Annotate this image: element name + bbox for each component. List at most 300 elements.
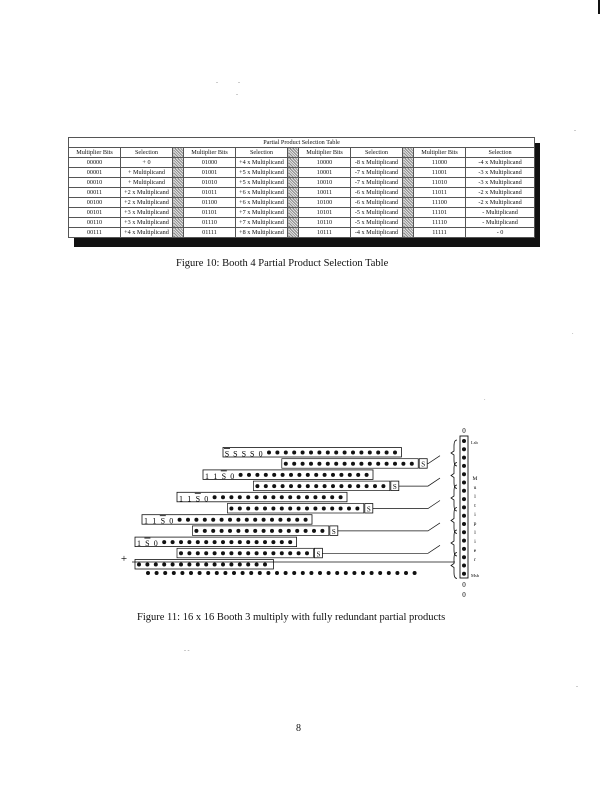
multiplier-bits-cell: 00111: [69, 228, 121, 238]
multiplier-bits-cell: 00101: [69, 208, 121, 218]
selection-cell: +5 x Multiplicand: [236, 178, 288, 188]
page-edge-mark: [598, 0, 600, 14]
multiplier-bit-dot: [462, 497, 466, 501]
column-header: Multiplier Bits: [414, 148, 466, 158]
selection-cell: -4 x Multiplicand: [466, 158, 535, 168]
table-header-row: [69, 148, 535, 158]
multiplier-label-letter: r: [474, 557, 476, 563]
partial-product-bit-dot: [246, 495, 250, 499]
multiplier-bits-cell: 10000: [299, 158, 351, 168]
partial-product-bit-dot: [264, 473, 268, 477]
column-separator: [173, 168, 184, 178]
redundant-bit-dot: [348, 484, 352, 488]
column-separator: [288, 228, 299, 238]
table-body: [69, 158, 535, 238]
column-separator: [173, 228, 184, 238]
redundant-bit-dot: [263, 551, 267, 555]
selection-cell: + 0: [121, 158, 173, 168]
partial-product-box: [177, 492, 347, 502]
partial-product-table-figure: [68, 137, 540, 241]
redundant-bit-dot: [309, 462, 313, 466]
multiplier-group-brace: [451, 553, 457, 579]
multiplier-bits-cell: 10011: [299, 188, 351, 198]
redundant-bit-dot: [264, 484, 268, 488]
partial-product-bit-dot: [376, 451, 380, 455]
result-bit-dot: [223, 571, 227, 575]
multiplier-bits-cell: 01101: [184, 208, 236, 218]
redundant-bit-dot: [359, 462, 363, 466]
selection-cell: +3 x Multiplicand: [121, 218, 173, 228]
redundant-bit-dot: [255, 507, 259, 511]
redundant-bit-dot: [272, 484, 276, 488]
column-separator: [403, 198, 414, 208]
partial-product-bit-dot: [306, 473, 310, 477]
multiplier-bits-cell: 00001: [69, 168, 121, 178]
prefix-digit: 0: [153, 539, 158, 549]
prefix-digit: 1: [144, 516, 148, 526]
multiplier-bits-cell: 11110: [414, 218, 466, 228]
multiplier-bit-dot: [462, 439, 466, 443]
multiplier-bit-dot: [462, 456, 466, 460]
redundant-bit-dot: [320, 529, 324, 533]
partial-product-bit-dot: [246, 540, 250, 544]
redundant-bit-dot: [278, 529, 282, 533]
result-bit-dot: [249, 571, 253, 575]
prefix-digit: 1: [152, 516, 157, 526]
multiplier-bits-cell: 00010: [69, 178, 121, 188]
prefix-digit: 1: [187, 494, 192, 504]
partial-product-bit-dot: [289, 473, 293, 477]
redundant-bit-dot: [297, 507, 301, 511]
redundant-bit-dot: [356, 484, 360, 488]
redundant-bit-dot: [326, 462, 330, 466]
result-bit-dot: [198, 571, 202, 575]
partial-product-bit-dot: [309, 451, 313, 455]
multiplier-bits-cell: 00110: [69, 218, 121, 228]
selection-cell: -4 x Multiplicand: [351, 228, 403, 238]
partial-product-bit-dot: [263, 540, 267, 544]
result-bit-dot: [275, 571, 279, 575]
column-separator: [288, 188, 299, 198]
partial-product-bit-dot: [280, 495, 284, 499]
multiplier-bits-cell: 01011: [184, 188, 236, 198]
redundant-bit-dot: [287, 529, 291, 533]
redundant-bit-dot: [289, 484, 293, 488]
prefix-digit: 0: [204, 494, 209, 504]
partial-product-bit-dot: [305, 495, 309, 499]
redundant-bit-dot: [203, 529, 207, 533]
redundant-bit-dot: [304, 529, 308, 533]
selection-cell: +5 x Multiplicand: [236, 168, 288, 178]
partial-product-bit-dot: [238, 495, 242, 499]
multiplier-bits-cell: 01110: [184, 218, 236, 228]
partial-product-bit-dot: [229, 563, 233, 567]
table-row: [69, 168, 535, 178]
partial-product-bit-dot: [221, 563, 225, 567]
column-separator: [288, 178, 299, 188]
redundant-bit-dot: [323, 484, 327, 488]
multiplier-label-letter: p: [473, 521, 477, 527]
partial-product-bit-dot: [267, 451, 271, 455]
result-bit-dot: [335, 571, 339, 575]
column-separator: [288, 208, 299, 218]
redundant-bit-dot: [179, 551, 183, 555]
partial-product-bit-dot: [393, 451, 397, 455]
column-separator: [173, 208, 184, 218]
partial-product-bit-dot: [171, 540, 175, 544]
prefix-digit: S: [221, 471, 227, 481]
redundant-bit-dot: [330, 507, 334, 511]
redundant-bit-dot: [305, 551, 309, 555]
result-bit-dot: [378, 571, 382, 575]
redundant-bit-dot: [339, 507, 343, 511]
redundant-bit-dot: [280, 507, 284, 511]
partial-product-bit-dot: [262, 518, 266, 522]
multiplier-bits-cell: 11011: [414, 188, 466, 198]
partial-product-bit-dot: [271, 495, 275, 499]
partial-product-bit-dot: [213, 540, 217, 544]
selection-cell: +4 x Multiplicand: [121, 228, 173, 238]
partial-product-bit-dot: [359, 451, 363, 455]
multiplier-bits-cell: 11010: [414, 178, 466, 188]
result-bit-dot: [155, 571, 159, 575]
result-bit-dot: [404, 571, 408, 575]
partial-product-bit-dot: [179, 563, 183, 567]
plus-sign: +: [120, 553, 128, 565]
redundant-bit-dot: [255, 551, 259, 555]
multiplier-bit-dot: [462, 447, 466, 451]
column-separator: [288, 218, 299, 228]
column-separator: [173, 198, 184, 208]
column-separator: [403, 218, 414, 228]
multiplier-bits-cell: 10101: [299, 208, 351, 218]
redundant-bit-dot: [245, 529, 249, 533]
redundant-bit-dot: [271, 551, 275, 555]
partial-product-bit-dot: [263, 495, 267, 499]
redundant-bit-dot: [347, 507, 351, 511]
redundant-bit-dot: [305, 507, 309, 511]
multiplier-bits-cell: 11001: [414, 168, 466, 178]
multiplier-label-letter: i: [474, 512, 476, 518]
partial-product-bit-dot: [213, 563, 217, 567]
partial-product-bit-dot: [238, 563, 242, 567]
redundant-bit-dot: [331, 484, 335, 488]
multiplier-label-letter: i: [474, 539, 476, 545]
multiplier-bits-cell: 01010: [184, 178, 236, 188]
selector-connector-line: [322, 545, 440, 553]
multiplier-bit-dot: [462, 489, 466, 493]
scan-mark: -: [576, 684, 578, 690]
selection-cell: +3 x Multiplicand: [121, 208, 173, 218]
result-bit-dot: [258, 571, 262, 575]
column-separator: [173, 178, 184, 188]
partial-product-bit-dot: [304, 518, 308, 522]
figure-11-caption: Figure 11: 16 x 16 Booth 3 multiply with fully redundant partial products: [137, 612, 446, 623]
redundant-bit-dot: [270, 529, 274, 533]
redundant-bit-dot: [314, 484, 318, 488]
redundant-bit-dot: [343, 462, 347, 466]
redundant-bit-dot: [238, 507, 242, 511]
redundant-bit-dot: [295, 529, 299, 533]
partial-product-bit-dot: [196, 540, 200, 544]
selection-cell: -2 x Multiplicand: [466, 198, 535, 208]
partial-product-bit-dot: [281, 473, 285, 477]
table-row: [69, 188, 535, 198]
partial-product-bit-dot: [314, 473, 318, 477]
result-bit-dot: [146, 571, 150, 575]
partial-product-bit-dot: [221, 540, 225, 544]
partial-product-bit-dot: [236, 518, 240, 522]
redundant-bit-dot: [410, 462, 414, 466]
multiplier-bits-cell: 00000: [69, 158, 121, 168]
sign-box-label: S: [331, 527, 336, 536]
partial-product-box: [203, 470, 373, 480]
partial-product-bit-dot: [203, 518, 207, 522]
partial-product-bit-dot: [211, 518, 215, 522]
sign-box-label: S: [421, 460, 426, 469]
partial-product-bit-dot: [368, 451, 372, 455]
prefix-digit: S: [160, 516, 166, 526]
prefix-digit: 1: [213, 471, 218, 481]
redundant-bit-dot: [368, 462, 372, 466]
table-row: [69, 178, 535, 188]
redundant-bit-dot: [262, 529, 266, 533]
redundant-bit-dot: [213, 551, 217, 555]
partial-product-bit-dot: [288, 540, 292, 544]
selection-cell: -2 x Multiplicand: [466, 188, 535, 198]
partial-product-bit-dot: [351, 451, 355, 455]
redundant-bit-dot: [228, 529, 232, 533]
multiplier-bit-dot: [462, 505, 466, 509]
multiplier-bits-cell: 10100: [299, 198, 351, 208]
redundant-bit-dot: [196, 551, 200, 555]
multiplier-bits-cell: 11000: [414, 158, 466, 168]
multiplier-group-brace: [451, 463, 457, 489]
redundant-bit-dot: [385, 462, 389, 466]
partial-product-bit-dot: [297, 495, 301, 499]
partial-product-bit-dot: [179, 540, 183, 544]
redundant-bit-dot: [334, 462, 338, 466]
redundant-bit-dot: [301, 462, 305, 466]
partial-product-bit-dot: [246, 563, 250, 567]
multiplier-group-brace: [451, 485, 457, 511]
partial-product-bit-dot: [229, 495, 233, 499]
prefix-digit: S: [241, 449, 247, 459]
column-separator: [403, 158, 414, 168]
table-row: [69, 228, 535, 238]
prefix-digit: S: [195, 494, 201, 504]
table-row: [69, 218, 535, 228]
redundant-bit-dot: [288, 507, 292, 511]
multiplier-bit-dot: [462, 530, 466, 534]
redundant-bit-dot: [271, 507, 275, 511]
booth3-multiply-diagram: [110, 420, 510, 605]
column-separator: [403, 178, 414, 188]
redundant-bit-dot: [312, 529, 316, 533]
multiplier-bits-cell: 01001: [184, 168, 236, 178]
partial-product-selection-table: [68, 137, 535, 238]
partial-product-bit-dot: [280, 540, 284, 544]
partial-product-bit-dot: [255, 473, 259, 477]
scan-mark: -: [238, 80, 240, 86]
scan-mark: .: [484, 396, 486, 402]
partial-product-bit-dot: [255, 495, 259, 499]
redundant-bit-dot: [351, 462, 355, 466]
multiplier-bit-dot: [462, 539, 466, 543]
scan-mark: -: [216, 80, 218, 86]
column-separator: [288, 198, 299, 208]
partial-product-bit-dot: [186, 518, 190, 522]
prefix-digit: S: [249, 449, 255, 459]
partial-product-bit-dot: [253, 518, 257, 522]
column-header: Multiplier Bits: [184, 148, 236, 158]
column-header: Selection: [236, 148, 288, 158]
column-separator: [288, 168, 299, 178]
partial-product-bit-dot: [271, 540, 275, 544]
multiplier-label-letter: e: [473, 548, 477, 554]
prefix-digit: 0: [169, 516, 174, 526]
selection-cell: +2 x Multiplicand: [121, 198, 173, 208]
result-bit-dot: [232, 571, 236, 575]
redundant-bit-dot: [253, 529, 257, 533]
redundant-bit-dot: [204, 551, 208, 555]
result-bit-dot: [215, 571, 219, 575]
table-row: [69, 158, 535, 168]
partial-product-box: [142, 515, 312, 525]
selection-cell: +2 x Multiplicand: [121, 188, 173, 198]
partial-product-bit-dot: [292, 451, 296, 455]
result-bit-dot: [309, 571, 313, 575]
prefix-digit: 1: [137, 539, 141, 549]
partial-product-bit-dot: [287, 518, 291, 522]
scan-mark: -: [236, 92, 238, 98]
result-bit-dot: [163, 571, 167, 575]
partial-product-bit-dot: [255, 540, 259, 544]
partial-product-bit-dot: [343, 451, 347, 455]
multiplier-bottom-zero: 0: [462, 591, 466, 599]
column-separator: [288, 158, 299, 168]
prefix-digit: 0: [230, 471, 235, 481]
redundant-bit-dot: [317, 462, 321, 466]
selection-cell: -7 x Multiplicand: [351, 168, 403, 178]
selection-cell: - Multiplicand: [466, 208, 535, 218]
partial-product-bit-dot: [238, 540, 242, 544]
multiplier-bit-dot: [462, 564, 466, 568]
partial-product-bit-dot: [339, 473, 343, 477]
column-separator: [173, 148, 184, 158]
partial-product-bit-dot: [278, 518, 282, 522]
partial-product-bit-dot: [178, 518, 182, 522]
result-bit-dot: [206, 571, 210, 575]
table-row: [69, 208, 535, 218]
column-separator: [173, 188, 184, 198]
redundant-bit-dot: [211, 529, 215, 533]
selection-cell: -3 x Multiplicand: [466, 168, 535, 178]
result-bit-dot: [172, 571, 176, 575]
partial-product-bit-dot: [284, 451, 288, 455]
multiplier-bits-cell: 11100: [414, 198, 466, 208]
redundant-bit-dot: [284, 462, 288, 466]
redundant-bit-dot: [238, 551, 242, 555]
partial-product-bit-dot: [196, 563, 200, 567]
partial-product-bit-dot: [313, 495, 317, 499]
result-bit-dot: [284, 571, 288, 575]
multiplier-top-zero: 0: [462, 427, 466, 435]
selector-connector-line: [399, 478, 440, 486]
multiplier-bits-cell: 00100: [69, 198, 121, 208]
partial-product-bit-dot: [317, 451, 321, 455]
partial-product-bit-dot: [194, 518, 198, 522]
redundant-bit-dot: [365, 484, 369, 488]
result-bit-dot: [318, 571, 322, 575]
partial-product-bit-dot: [228, 518, 232, 522]
result-bit-dot: [292, 571, 296, 575]
redundant-bit-dot: [229, 551, 233, 555]
redundant-bit-dot: [297, 551, 301, 555]
redundant-bit-dot: [288, 551, 292, 555]
figure-10-caption: Figure 10: Booth 4 Partial Product Selection Table: [176, 258, 389, 269]
partial-product-bit-dot: [187, 540, 191, 544]
column-header: Selection: [466, 148, 535, 158]
partial-product-bit-dot: [275, 451, 279, 455]
prefix-digit: S: [233, 449, 238, 459]
multiplier-bit-dot: [462, 481, 466, 485]
column-header: Multiplier Bits: [299, 148, 351, 158]
partial-product-bit-dot: [356, 473, 360, 477]
scan-mark: - -: [184, 648, 190, 654]
multiplier-bits-cell: 10001: [299, 168, 351, 178]
selection-cell: + Multiplicand: [121, 178, 173, 188]
redundant-bit-dot: [221, 551, 225, 555]
redundant-bit-dot: [339, 484, 343, 488]
table-row: [69, 198, 535, 208]
partial-product-bit-dot: [322, 495, 326, 499]
redundant-bit-dot: [376, 462, 380, 466]
redundant-bit-dot: [313, 507, 317, 511]
selection-cell: +7 x Multiplicand: [236, 208, 288, 218]
result-bit-dot: [266, 571, 270, 575]
result-bit-dot: [301, 571, 305, 575]
scan-mark: -: [574, 128, 576, 134]
prefix-digit: S: [145, 539, 150, 549]
partial-product-bit-dot: [295, 518, 299, 522]
partial-product-bit-dot: [365, 473, 369, 477]
redundant-bit-dot: [194, 529, 198, 533]
selection-cell: -5 x Multiplicand: [351, 208, 403, 218]
redundant-bit-dot: [373, 484, 377, 488]
selection-cell: +8 x Multiplicand: [236, 228, 288, 238]
partial-product-bit-dot: [301, 451, 305, 455]
multiplier-bits-cell: 10010: [299, 178, 351, 188]
multiplier-bit-dot: [462, 472, 466, 476]
result-bit-dot: [361, 571, 365, 575]
multiplier-group-brace: [451, 440, 457, 466]
partial-product-bit-dot: [326, 451, 330, 455]
partial-product-bit-dot: [330, 495, 334, 499]
multiplier-bit-dot: [462, 547, 466, 551]
selection-cell: - 0: [466, 228, 535, 238]
result-bit-dot: [352, 571, 356, 575]
multiplier-bits-cell: 11111: [414, 228, 466, 238]
msb-label: Msb: [471, 573, 480, 578]
multiplier-label-letter: l: [474, 530, 476, 536]
sign-box-label: S: [366, 505, 371, 514]
column-header: Selection: [121, 148, 173, 158]
multiplier-label-letter: l: [474, 494, 476, 500]
selection-cell: +4 x Multiplicand: [236, 158, 288, 168]
partial-product-bit-dot: [145, 563, 149, 567]
redundant-bit-dot: [401, 462, 405, 466]
